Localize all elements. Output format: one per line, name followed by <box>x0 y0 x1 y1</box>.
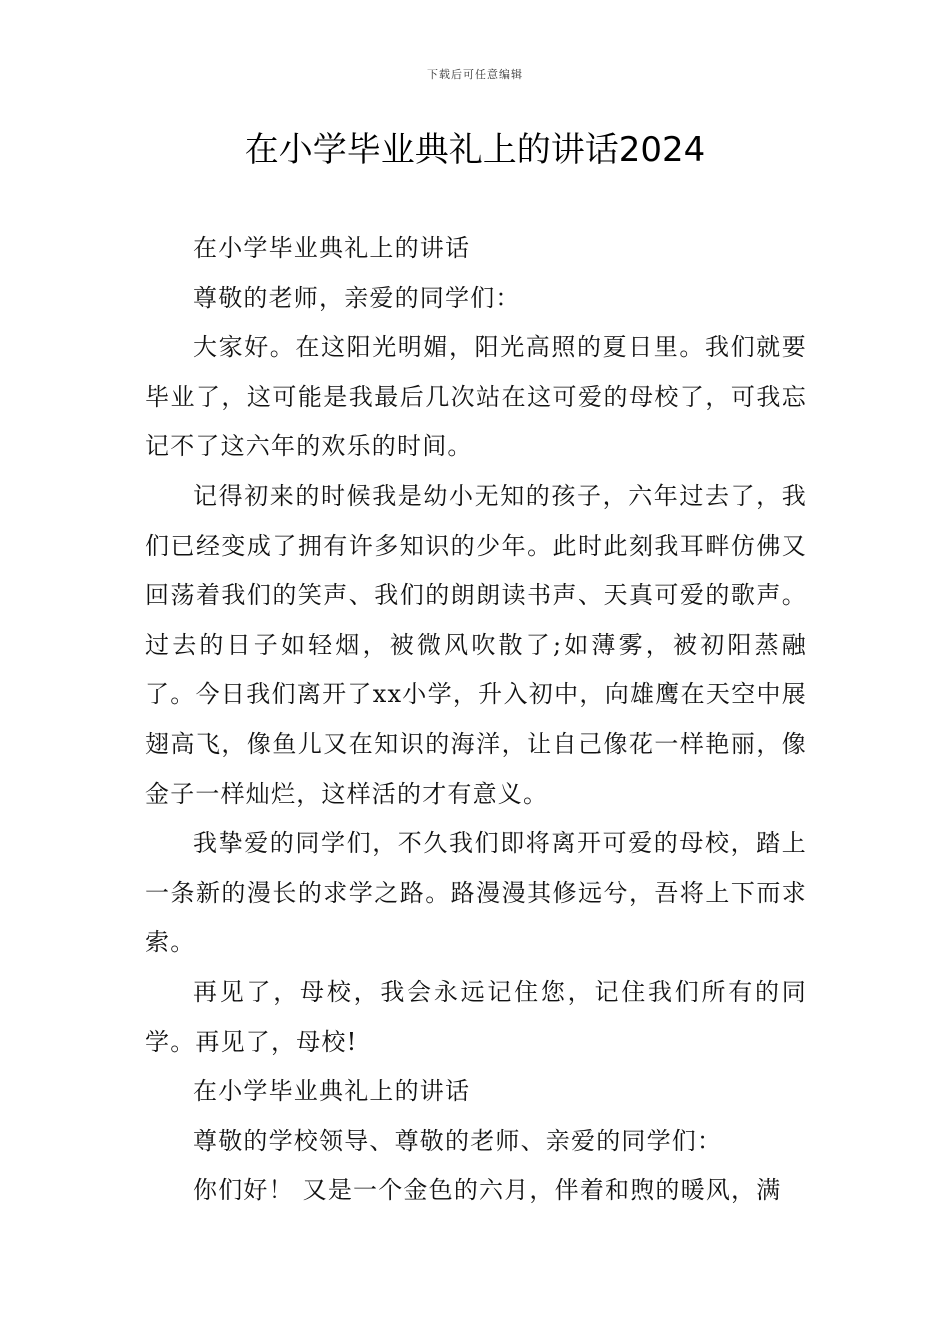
paragraph-speech-heading-2: 在小学毕业典礼上的讲话 <box>193 1077 471 1106</box>
header-note: 下载后可任意编辑 <box>427 68 523 81</box>
paragraph-salutation-1: 尊敬的老师，亲爱的同学们： <box>193 283 521 312</box>
paragraph-opening: 你们好！ 又是一个金色的六月，伴着和煦的暖风，满 <box>193 1176 782 1205</box>
paragraph-salutation-2: 尊敬的学校领导、尊敬的老师、亲爱的同学们： <box>193 1126 723 1155</box>
paragraph-speech-heading-1: 在小学毕业典礼上的讲话 <box>193 234 471 262</box>
document-body <box>145 224 807 1216</box>
paragraph-greeting: 大家好。在这阳光明媚，阳光高照的夏日里。我们就要毕业了，这可能是我最后几次站在这可爱的母校了，可我忘记不了这六年的欢乐的时间。 <box>145 333 807 461</box>
paragraph-goodbye-school: 再见了，母校，我会永远记住您，记住我们所有的同学。再见了，母校! <box>145 977 807 1056</box>
document-title: 在小学毕业典礼上的讲话2024 <box>244 130 706 170</box>
paragraph-memories: 记得初来的时候我是幼小无知的孩子，六年过去了，我们已经变成了拥有许多知识的少年。此时此刻我耳畔仿佛又回荡着我们的笑声、我们的朗朗读书声、天真可爱的歌声。过去的日子如轻烟，被微风吹散了;如薄雾，被初阳蒸融了。今日我们离开了xx小学，升入初中，向雄鹰在天空中展翅高飞，像鱼儿又在知识的海洋，让自己像花一样艳丽，像金子一样灿烂，这样活的才有意义。 <box>145 481 807 808</box>
paragraph-farewell-classmates: 我挚爱的同学们，不久我们即将离开可爱的母校，踏上一条新的漫长的求学之路。路漫漫其修远兮，吾将上下而求索。 <box>145 829 807 957</box>
